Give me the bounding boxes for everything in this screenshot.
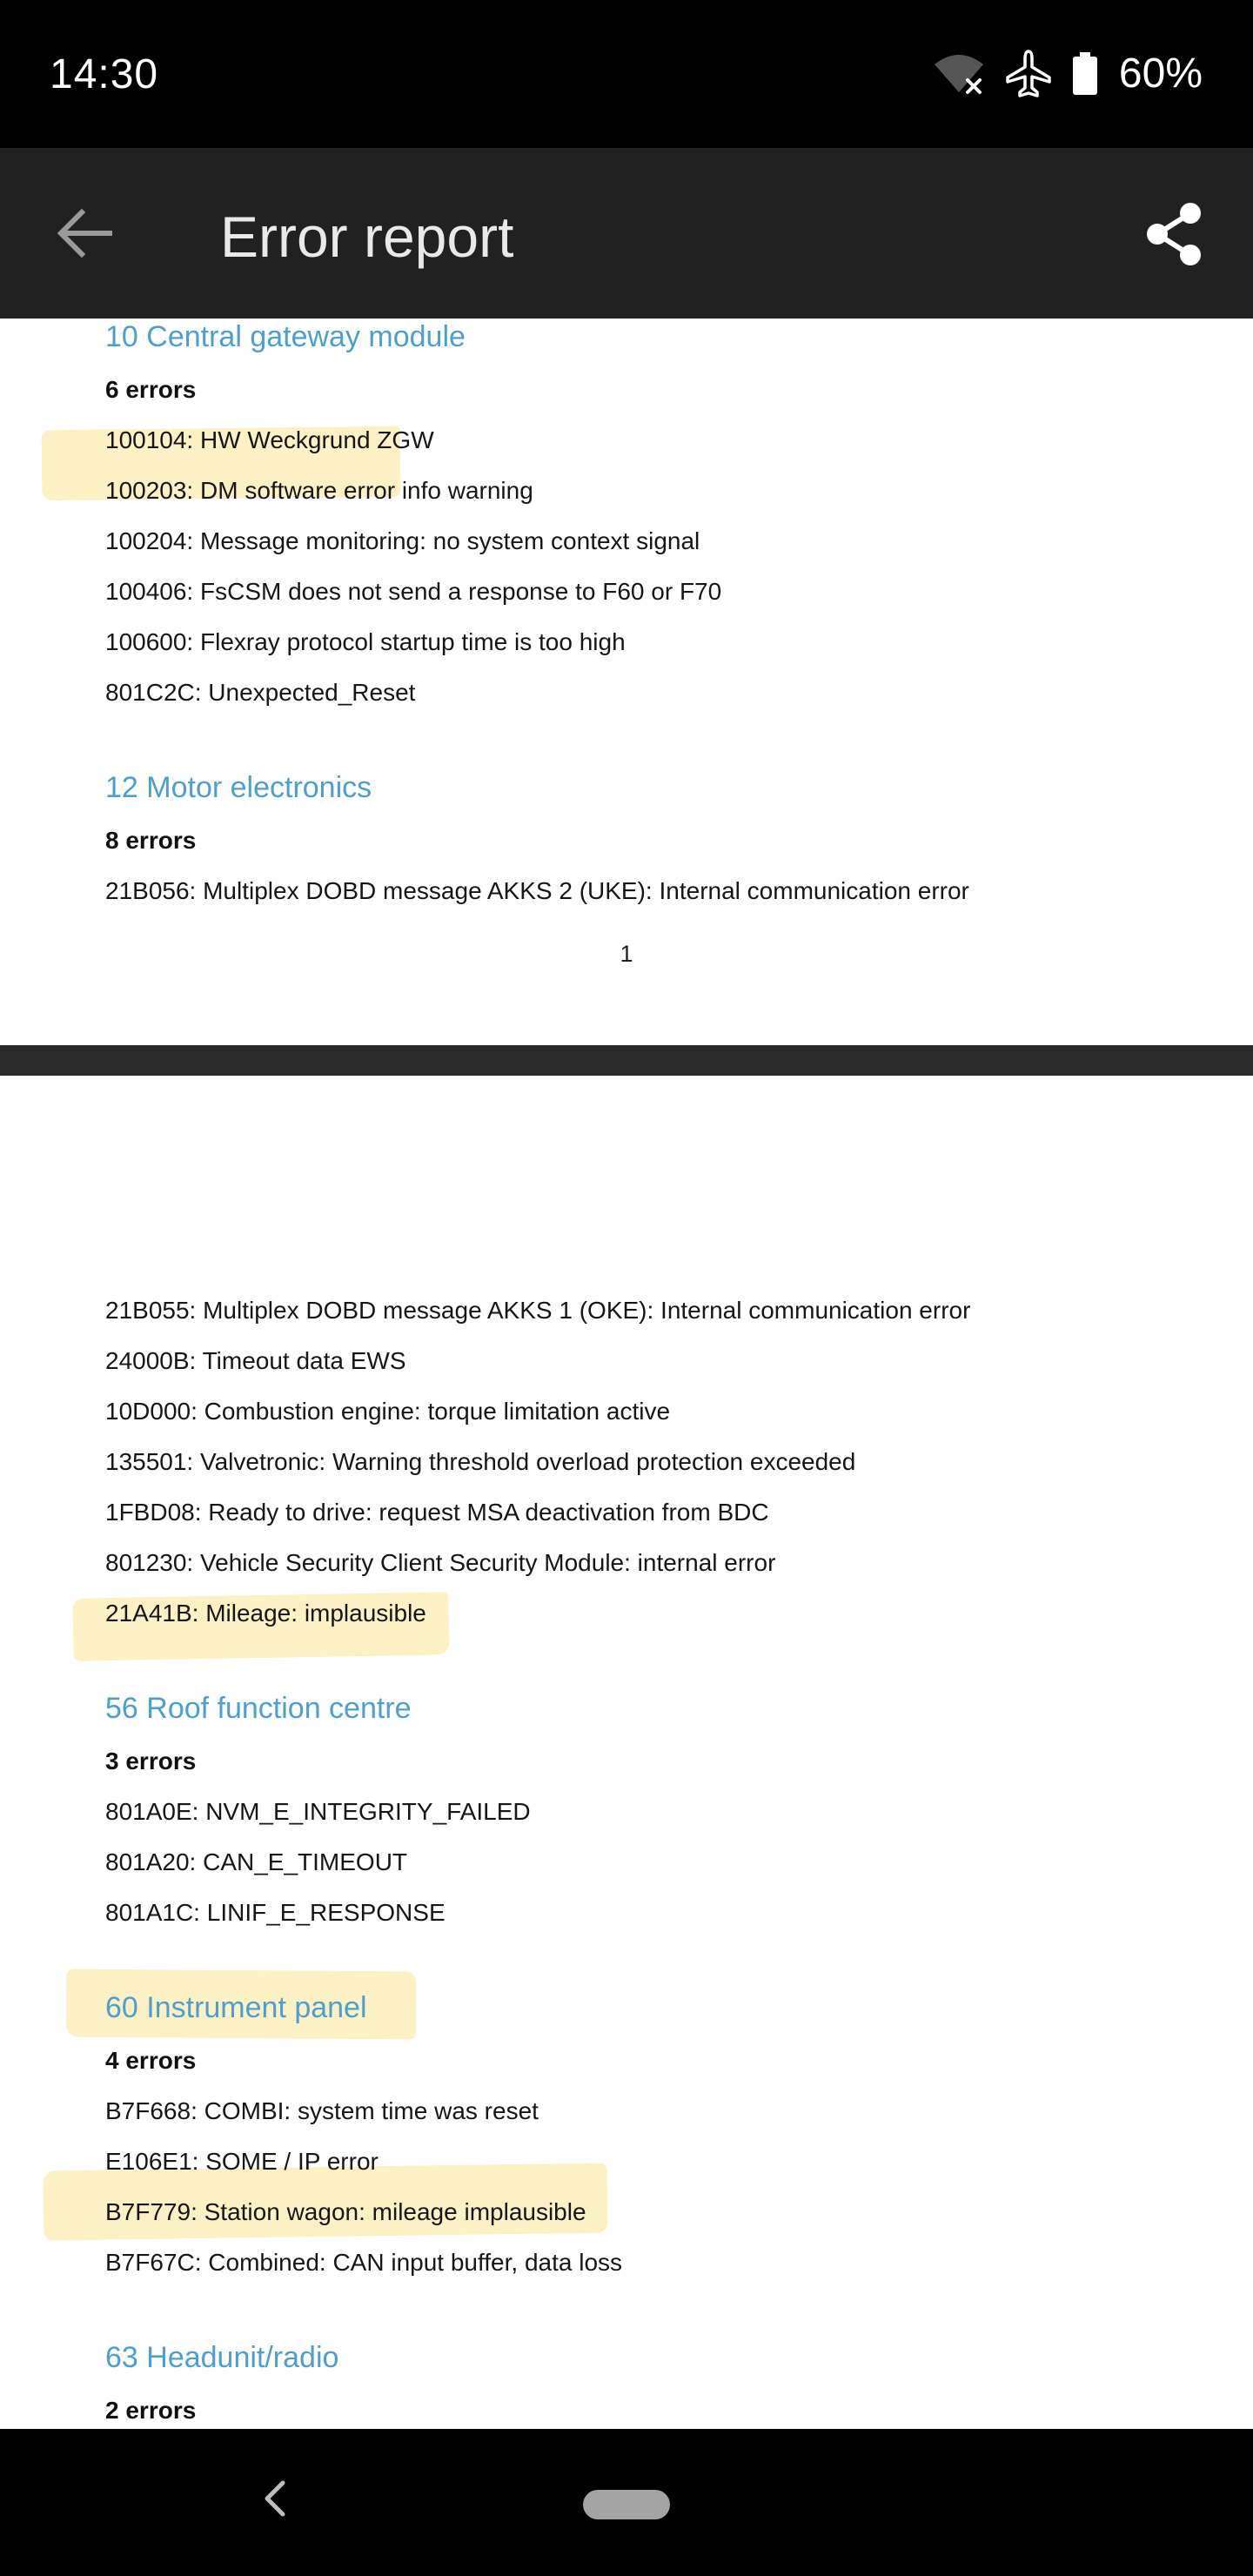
- error-item: B7F67C: Combined: CAN input buffer, data loss: [105, 2249, 623, 2276]
- battery-icon: [1072, 52, 1098, 96]
- error-item: 100600: Flexray protocol startup time is too high: [105, 628, 626, 655]
- error-item: 801A0E: NVM_E_INTEGRITY_FAILED: [105, 1798, 531, 1825]
- error-item: 801230: Vehicle Security Client Security Module: internal error: [105, 1549, 776, 1576]
- error-item: E106E1: SOME / IP error: [105, 2148, 379, 2175]
- error-item: B7F668: COMBI: system time was reset: [105, 2097, 539, 2124]
- error-item: 21B056: Multiplex DOBD message AKKS 2 (UKE): Internal communication error: [105, 877, 969, 904]
- error-count: 8 errors: [105, 827, 197, 854]
- section-title-headunit-radio[interactable]: 63 Headunit/radio: [105, 2341, 339, 2374]
- error-count: 2 errors: [105, 2397, 197, 2424]
- arrow-left-icon: [57, 209, 113, 262]
- error-item: 100104: HW Weckgrund ZGW: [105, 426, 434, 453]
- error-item: 24000B: Timeout data EWS: [105, 1347, 406, 1374]
- airplane-icon: [1006, 50, 1051, 98]
- chevron-left-icon: [262, 2479, 288, 2522]
- error-item: 801C2C: Unexpected_Reset: [105, 679, 416, 706]
- page-number: 1: [620, 941, 633, 967]
- back-button[interactable]: [50, 200, 120, 270]
- nav-back-button[interactable]: [252, 2478, 298, 2523]
- error-item: 135501: Valvetronic: Warning threshold overload protection exceeded: [105, 1448, 856, 1475]
- section-title-motor-electronics[interactable]: 12 Motor electronics: [105, 771, 372, 804]
- error-item: 21A41B: Mileage: implausible: [105, 1600, 426, 1627]
- section-title-central-gateway[interactable]: 10 Central gateway module: [105, 320, 466, 353]
- battery-percentage: 60%: [1118, 50, 1203, 97]
- error-item: 21B055: Multiplex DOBD message AKKS 1 (OKE): Internal communication error: [105, 1297, 971, 1324]
- error-item: 100406: FsCSM does not send a response to F60 or F70: [105, 578, 722, 605]
- share-icon: [1143, 201, 1204, 272]
- error-item: 801A1C: LINIF_E_RESPONSE: [105, 1899, 446, 1926]
- section-title-instrument-panel[interactable]: 60 Instrument panel: [105, 1991, 367, 2024]
- error-item: 100203: DM software error info warning: [105, 477, 533, 504]
- error-item: 801A20: CAN_E_TIMEOUT: [105, 1848, 408, 1875]
- status-icons: [933, 45, 1203, 103]
- error-item: 100204: Message monitoring: no system context signal: [105, 527, 700, 554]
- page-divider: [0, 1045, 1253, 1076]
- error-item: 10D000: Combustion engine: torque limitation active: [105, 1398, 671, 1425]
- error-item: 1FBD08: Ready to drive: request MSA deactivation from BDC: [105, 1499, 769, 1526]
- error-count: 4 errors: [105, 2047, 197, 2074]
- home-pill-button[interactable]: [583, 2490, 670, 2519]
- error-count: 3 errors: [105, 1748, 197, 1774]
- status-bar: [0, 0, 1253, 148]
- share-button[interactable]: [1135, 197, 1213, 275]
- status-time: 14:30: [50, 51, 159, 97]
- error-count: 6 errors: [105, 376, 197, 403]
- error-item: B7F779: Station wagon: mileage implausible: [105, 2198, 586, 2225]
- wifi-off-icon: [933, 50, 985, 97]
- section-title-roof-function[interactable]: 56 Roof function centre: [105, 1692, 412, 1725]
- app-bar: [0, 148, 1253, 319]
- page-title: Error report: [220, 205, 514, 269]
